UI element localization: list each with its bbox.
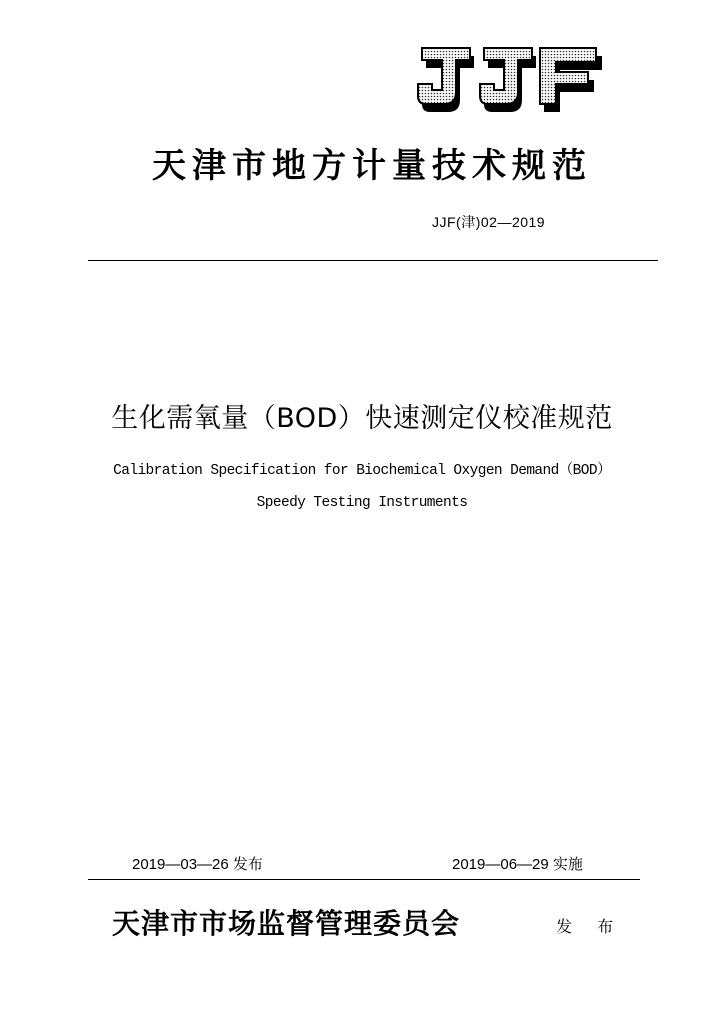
english-title-line2: Speedy Testing Instruments bbox=[256, 495, 468, 511]
standard-number: JJF(津)02—2019 bbox=[432, 214, 546, 230]
issue-date: 2019—03—26 发布 bbox=[132, 856, 263, 873]
chinese-title: 生化需氧量（BOD）快速测定仪校准规范 bbox=[111, 403, 613, 434]
jjf-logo-icon bbox=[412, 44, 602, 112]
issuer-name: 天津市市场监督管理委员会 bbox=[112, 907, 461, 940]
english-title-line1: Calibration Specification for Biochemical Oxygen Demand（BOD） bbox=[113, 463, 611, 479]
issuer-suffix: 发 布 bbox=[556, 917, 624, 936]
top-divider bbox=[88, 260, 658, 261]
authority-title: 天津市地方计量技术规范 bbox=[152, 146, 592, 186]
bottom-divider bbox=[88, 879, 640, 880]
implementation-date: 2019—06—29 实施 bbox=[452, 856, 583, 873]
